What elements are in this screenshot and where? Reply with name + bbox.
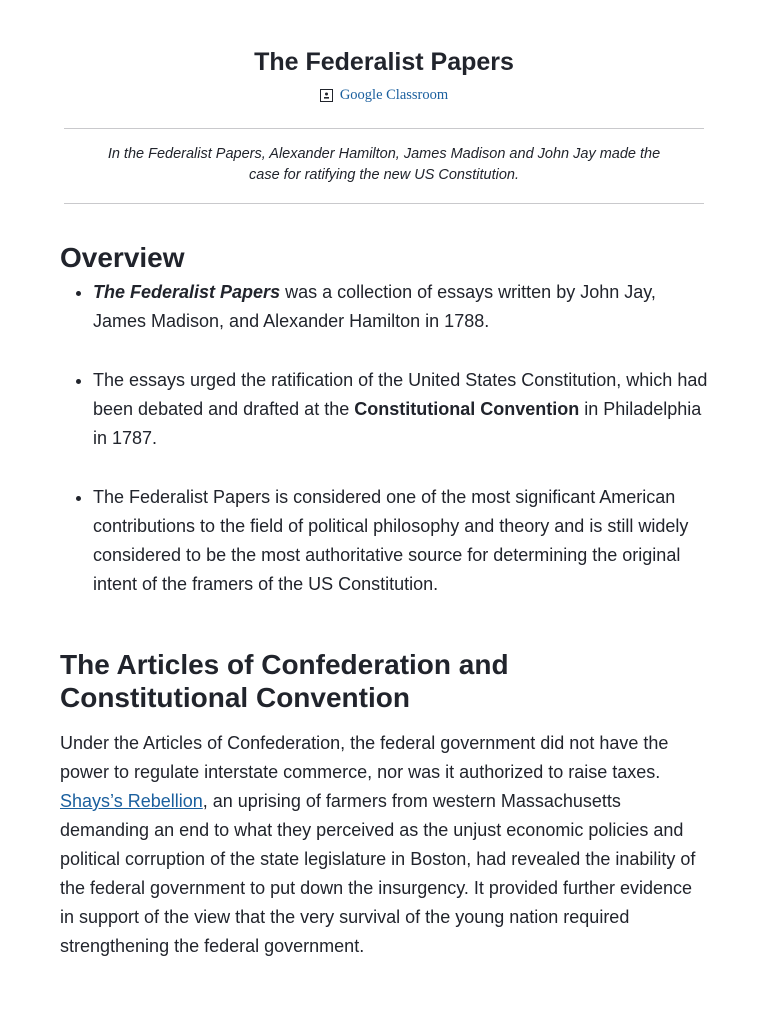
list-item: [60, 278, 710, 336]
google-classroom-icon: [320, 89, 333, 102]
divider-bottom: [64, 203, 704, 204]
overview-heading: Overview: [60, 242, 185, 273]
bullet-2-strong: Constitutional Convention: [354, 399, 580, 419]
articles-paragraph: [60, 729, 710, 961]
google-classroom-row: [0, 85, 768, 107]
para-text-after: , an uprising of farmers from western Massachusetts demanding an end to what they perceived as the unjust economic policies and political corruption of the state legislature in Boston, had revealed the inability of the federal government to put down the insurgency. It provided further evidence in support of the view that the very survival of the young nation required strengthening the federal government.: [60, 791, 696, 956]
list-item: [60, 483, 710, 599]
google-classroom-label: Google Classroom: [339, 87, 449, 103]
overview-list: [60, 278, 710, 599]
list-item: [60, 366, 710, 453]
bullet-2-text-after: in Philadelphia in 1787.: [93, 399, 702, 448]
para-text-before: Under the Articles of Confederation, the federal government did not have the power to regulate interstate commerce, nor was it authorized to raise taxes.: [60, 733, 669, 782]
divider-top: [64, 128, 704, 129]
shays-rebellion-link[interactable]: Shays’s Rebellion: [60, 791, 203, 811]
page-title: The Federalist Papers: [254, 48, 514, 76]
bullet-1-text: was a collection of essays written by John Jay, James Madison, and Alexander Hamilton in 1788.: [93, 282, 656, 331]
bullet-2-text-before: The essays urged the ratification of the United States Constitution, which had been debated and drafted at the: [93, 370, 708, 419]
articles-heading: The Articles of Confederation and Constitutional Convention: [60, 649, 509, 713]
google-classroom-button[interactable]: [320, 85, 448, 105]
bullet-1-emphasis: The Federalist Papers: [93, 282, 281, 302]
bullet-3-text: The Federalist Papers is considered one of the most significant American contributions to the field of political philosophy and theory and is still widely considered to be the most authoritative source for determining the original intent of the framers of the US Constitution.: [93, 487, 689, 594]
intro-summary: In the Federalist Papers, Alexander Hamilton, James Madison and John Jay made the case for ratifying the new US Constitution.: [107, 146, 661, 183]
